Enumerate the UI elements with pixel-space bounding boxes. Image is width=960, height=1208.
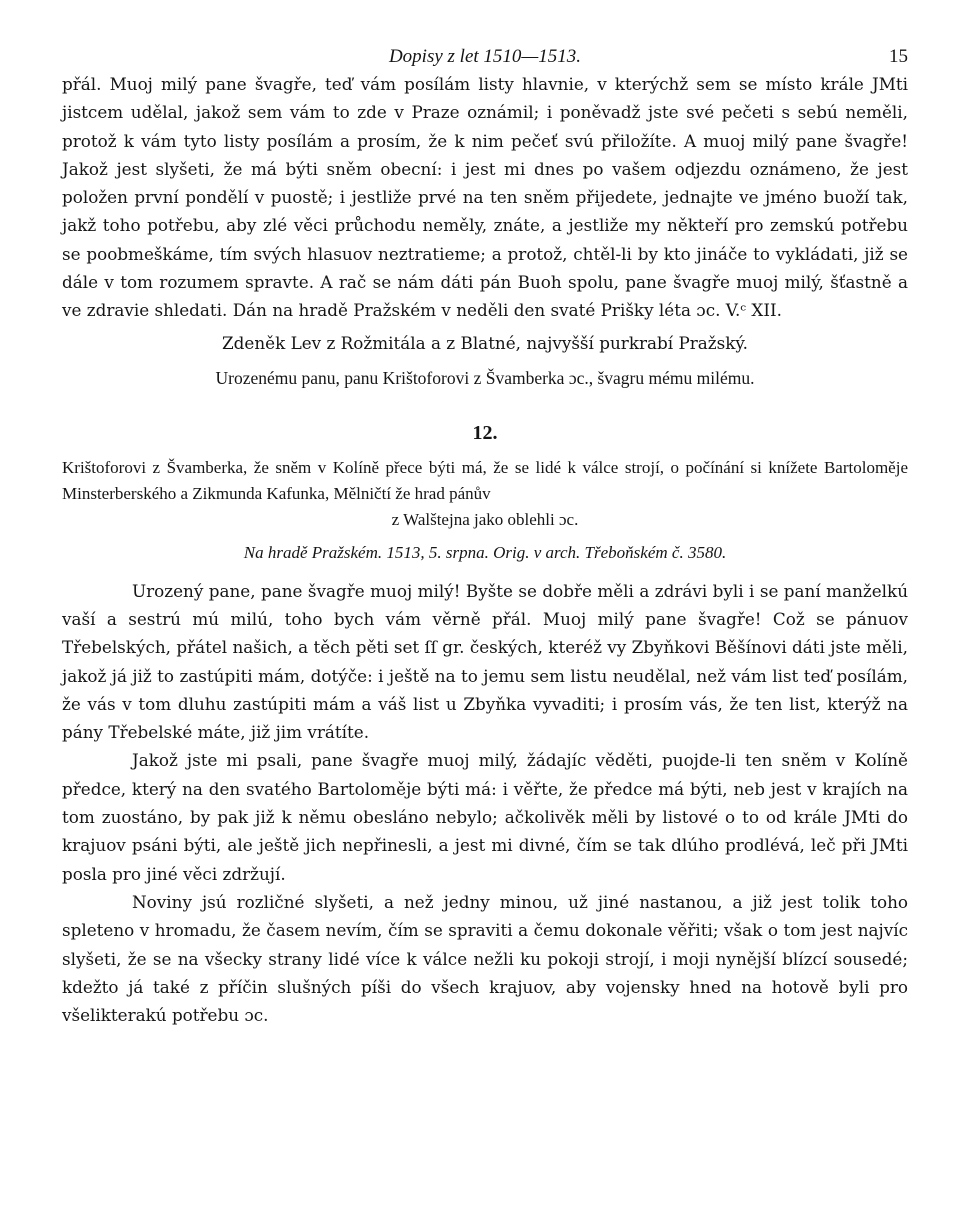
letter-12-summary: [62, 455, 908, 533]
page-header: [62, 40, 908, 70]
book-page: [62, 40, 908, 1029]
letter-12-paragraph-2: Jakož jste mi psali, pane švagře muoj milý, žádajíc věděti, puojde-li ten sněm v Kolíně předce, který na den svatého Bartoloměje býti má: i věřte, že předce má býti, neb jest v krajích na tom zuostáno, by pak již k němu obesláno nebylo; ačkolivěk měli by listové o to od krále JMti do krajuov psáni býti, ale ještě jich nepřinesli, a jest mi divné, čím se tak dlúho prodlévá, leč při JMti posla pro jiné věci zdržují.: [62, 750, 908, 884]
letter-12-number: 12.: [472, 421, 498, 444]
letter-12-source: Na hradě Pražském. 1513, 5. srpna. Orig. v arch. Třeboňském č. 3580.: [243, 542, 727, 562]
letter-12-summary-last: z Walštejna jako oblehli ɔc.: [391, 509, 579, 529]
letter-12-paragraph-3: Noviny jsú rozličné slyšeti, a než jedny minou, už jiné nastanou, a již jest tolik toho spleteno v hromadu, že časem nevím, čím se spraviti a čemu dokonale věřiti; však o tom jest najvíc slyšeti, že se na všecky strany lidé více k válce nežli ku pokoji strojí, i moji nynější blízcí sousedé; kdežto já také z příčin slušných píši do všech krajuov, aby vojensky hned na hotově byli pro všelikterakú potřebu ɔc.: [62, 891, 908, 1026]
letter-11-continuation: přál. Muoj milý pane švagře, teď vám posílám listy hlavnie, v kterýchž sem se místo krále JMti jistcem udělal, jakož sem vám to zde v Praze oznámil; i poněvadž jste své pečeti s sebú neměli, protož k vám tyto listy posílám a prosím, že k nim pečeť svú přiložíte. A muoj milý pane švagře! Jakož jest slyšeti, že má býti sněm obecní: i jest mi dnes po vašem odjezdu oznámeno, že jest položen první pondělí v puostě; i jestliže prvé na ten sněm přijedete, jednajte ve jméno buoží tak, jakž toho potřebu, aby zlé věci průchodu neměly, znáte, a jestliže my někteří pro zemskú potřebu se poobmeškáme, tím svých hlasuov neztratieme; a protož, chtěl-li by kto jináče to vykládati, již se dále v tom rozumem spravte. A rač se nám dáti pán Buoh spolu, pane švagře muoj milý, šťastně a ve zdravie shledati. Dán na hradě Pražském v neděli den svaté Prišky léta ɔc. V.ᶜ XII.: [62, 74, 908, 321]
running-title: Dopisy z let 1510—1513.: [388, 46, 582, 67]
letter-11-signature: Zdeněk Lev z Rožmitála a z Blatné, najvyšší purkrabí Pražský.: [222, 332, 748, 353]
letter-11-address: Urozenému panu, panu Krištoforovi z Švamberka ɔc., švagru mému milému.: [215, 367, 755, 388]
page-number: 15: [889, 46, 908, 67]
letter-12-paragraph-1: Urozený pane, pane švagře muoj milý! Byšte se dobře měli a zdrávi byli i se paní manželkú vaší a sestrú mú milú, toho bych vám věrně přál. Muoj milý pane švagře! Což se pánuov Třebelských, přátel našich, a těch pěti set ſſ gr. českých, kteréž vy Zbyňkovi Běšínovi dáti jste měli, jakož já již to zastúpiti mám, dotýče: i ještě na to jemu sem listu neudělal, než vám list teď posílám, že vás v tom dluhu zastúpiti mám a váš list u Zbyňka vyvaditi; i prosím vás, že ten list, kterýž na pány Třebelské máte, již jim vrátíte.: [62, 580, 908, 743]
letter-12-summary-main: Krištoforovi z Švamberka, že sněm v Kolíně přece býti má, že se lidé k válce strojí, o počínání si knížete Bartoloměje Minsterberského a Zikmunda Kafunka, Mělničtí že hrad pánův: [62, 457, 908, 503]
